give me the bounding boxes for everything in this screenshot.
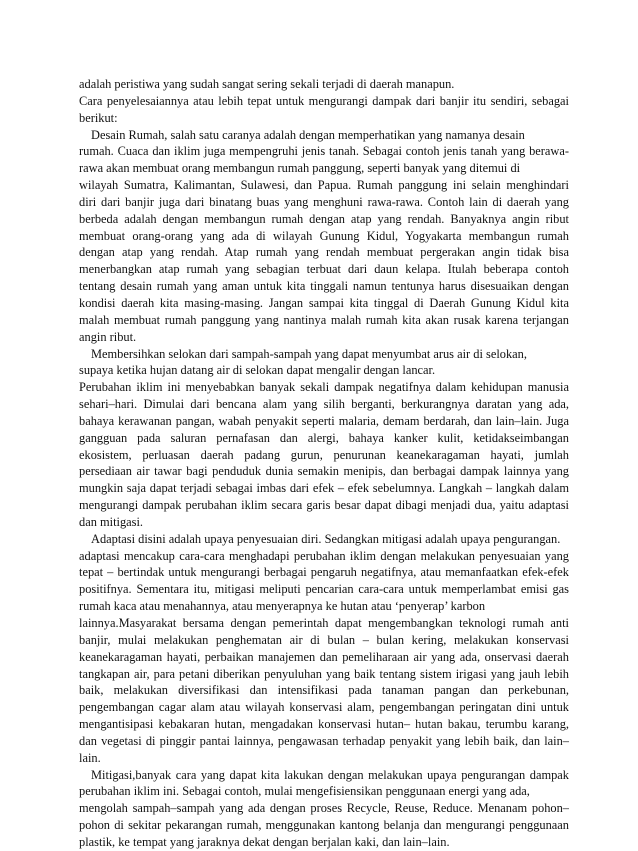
text-line: angin ribut.	[79, 329, 137, 344]
text-line: dengan atap yang rendah. Atap rumah yang rendah membuat pergerakan angin tidak bisa	[79, 245, 569, 260]
text-line: berbeda adalah dengan membangun rumah dengan atap yang rendah. Banyaknya angin ribut	[79, 211, 569, 226]
text-line: persediaan air tawar bagi penduduk dunia semakin menipis, dan berbagai dampak lainnya yang	[79, 464, 569, 479]
text-line: tepat – bertindak untuk mengurangi berbagai pengaruh negatifnya, atau memanfaatkan efek-efek	[79, 565, 569, 580]
text-line: mungkin saja dapat terjadi sebagai imbas dari efek – efek sebelumnya. Langkah – langkah dalam	[79, 481, 569, 496]
text-line: Desain Rumah, salah satu caranya adalah dengan memperhatikan yang namanya desain	[91, 127, 525, 142]
text-line: malah membuat rumah panggung yang nantinya malah rumah kita akan rusak karena terjangan	[79, 312, 569, 327]
text-line: tentang desain rumah yang aman untuk kita tinggali namun tentunya harus disesuaikan dengan	[79, 279, 569, 294]
text-line: wilayah Sumatra, Kalimantan, Sulawesi, dan Papua. Rumah panggung ini selain menghindari	[79, 178, 569, 193]
text-line: adalah peristiwa yang sudah sangat sering sekali terjadi di daerah manapun.	[79, 77, 455, 91]
text-line: tangkapan air, para petani diberikan penyuluhan yang baik tentang sistem irigasi yang jauh lebih	[79, 666, 569, 681]
text-line: gangguan pada saluran pernafasan dan alergi, bahaya kanker kulit, ketidakseimbangan	[79, 430, 569, 445]
text-line: lain.	[79, 750, 101, 765]
text-line: keanekaragaman hayati, perbaikan manajemen dan pemeliharaan air yang ada, onservasi daerah	[79, 649, 569, 664]
text-line: Perubahan iklim ini menyebabkan banyak sekali dampak negatifnya dalam kehidupan manusia	[79, 380, 569, 395]
document-page	[79, 76, 569, 851]
text-line: Mitigasi,banyak cara yang dapat kita lakukan dengan melakukan upaya pengurangan dampak	[91, 767, 569, 782]
text-line: positifnya. Sementara itu, mitigasi meliputi pencarian cara-cara untuk memperlambat emisi gas	[79, 582, 569, 597]
text-line: pohon di sekitar pekarangan rumah, menggunakan kantong belanja dan mengurangi penggunaan	[79, 818, 569, 833]
text-line: menerbangkan atap rumah yang sebagian terbuat dari daun kelapa. Itulah beberapa contoh	[79, 262, 569, 277]
text-line: Adaptasi disini adalah upaya penyesuaian diri. Sedangkan mitigasi adalah upaya pengurangan.	[91, 531, 561, 546]
text-line: bahaya kerawanan pangan, wabah penyakit seperti malaria, demam berdarah, dan lain–lain. Juga	[79, 413, 569, 428]
text-line: pengembangan cagar alam atau wilayah konservasi alam, pengembangan peringatan dini untuk	[79, 700, 569, 715]
text-line: dan vegetasi di pinggir pantai lainnya, pengawasan terhadap penyakit yang lebih baik, dan lain–	[79, 733, 569, 748]
text-line: kondisi daerah kita masing-masing. Jangan sampai kita tinggal di Daerah Gunung Kidul kita	[79, 295, 569, 310]
text-line: perubahan iklim ini. Sebagai contoh, mulai mengefisiensikan penggunaan energi yang ada,	[79, 784, 530, 799]
text-line: Cara penyelesaiannya atau lebih tepat untuk mengurangi dampak dari banjir itu sendiri, sebagai	[79, 93, 569, 108]
text-line: mengolah sampah–sampah yang ada dengan proses Recycle, Reuse, Reduce. Menanam pohon–	[79, 801, 569, 816]
text-line: adaptasi mencakup cara-cara menghadapi perubahan iklim dengan melakukan penyesuaian yang	[79, 548, 569, 563]
text-line: dan mitigasi.	[79, 514, 144, 529]
text-line: baik, melakukan diversifikasi dan intensifikasi pada tanaman pangan dan perkebunan,	[79, 683, 569, 698]
text-line: plastik, ke tempat yang jaraknya dekat dengan berjalan kaki, dan lain–lain.	[79, 834, 450, 849]
text-line: rumah kaca atau menahannya, atau menyerapnya ke hutan atau ‘penyerap’ karbon	[79, 599, 486, 614]
text-line: supaya ketika hujan datang air di selokan dapat mengalir dengan lancar.	[79, 363, 436, 378]
text-line: mengantisipasi kebakaran hutan, mengadakan konservasi hutan– hutan bakau, terumbu karang,	[79, 717, 569, 732]
text-line: Membersihkan selokan dari sampah-sampah yang dapat menyumbat arus air di selokan,	[91, 346, 527, 361]
text-line: sehari–hari. Dimulai dari bencana alam yang silih berganti, berkurangnya daratan yang ada,	[79, 397, 569, 412]
text-line: rawa akan membuat orang membangun rumah panggung, seperti banyak yang ditemui di	[79, 161, 521, 176]
text-line: mengurangi dampak perubahan iklim secara garis besar dapat dibagi menjadi dua, yaitu adaptasi	[79, 498, 569, 513]
text-line: ekosistem, perluasan daerah padang gurun, penurunan keanekaragaman hayati, jumlah	[79, 447, 569, 462]
text-line: membuat orang-orang yang ada di wilayah Gunung Kidul, Yogyakarta membangun rumah	[79, 228, 569, 243]
text-line: banjir, mulai melakukan penghematan air di bulan – bulan kering, melakukan konservasi	[79, 632, 569, 647]
text-line: diri dari banjir juga dari binatang buas yang menghuni rawa-rawa. Contoh lain di daerah yang	[79, 194, 569, 209]
text-line: rumah. Cuaca dan iklim juga mempengruhi jenis tanah. Sebagai contoh jenis tanah yang berawa-	[79, 144, 569, 159]
text-line: lainnya.Masyarakat bersama dengan pemerintah dapat mengembangkan teknologi rumah anti	[79, 616, 569, 630]
text-line: berikut:	[79, 110, 118, 125]
